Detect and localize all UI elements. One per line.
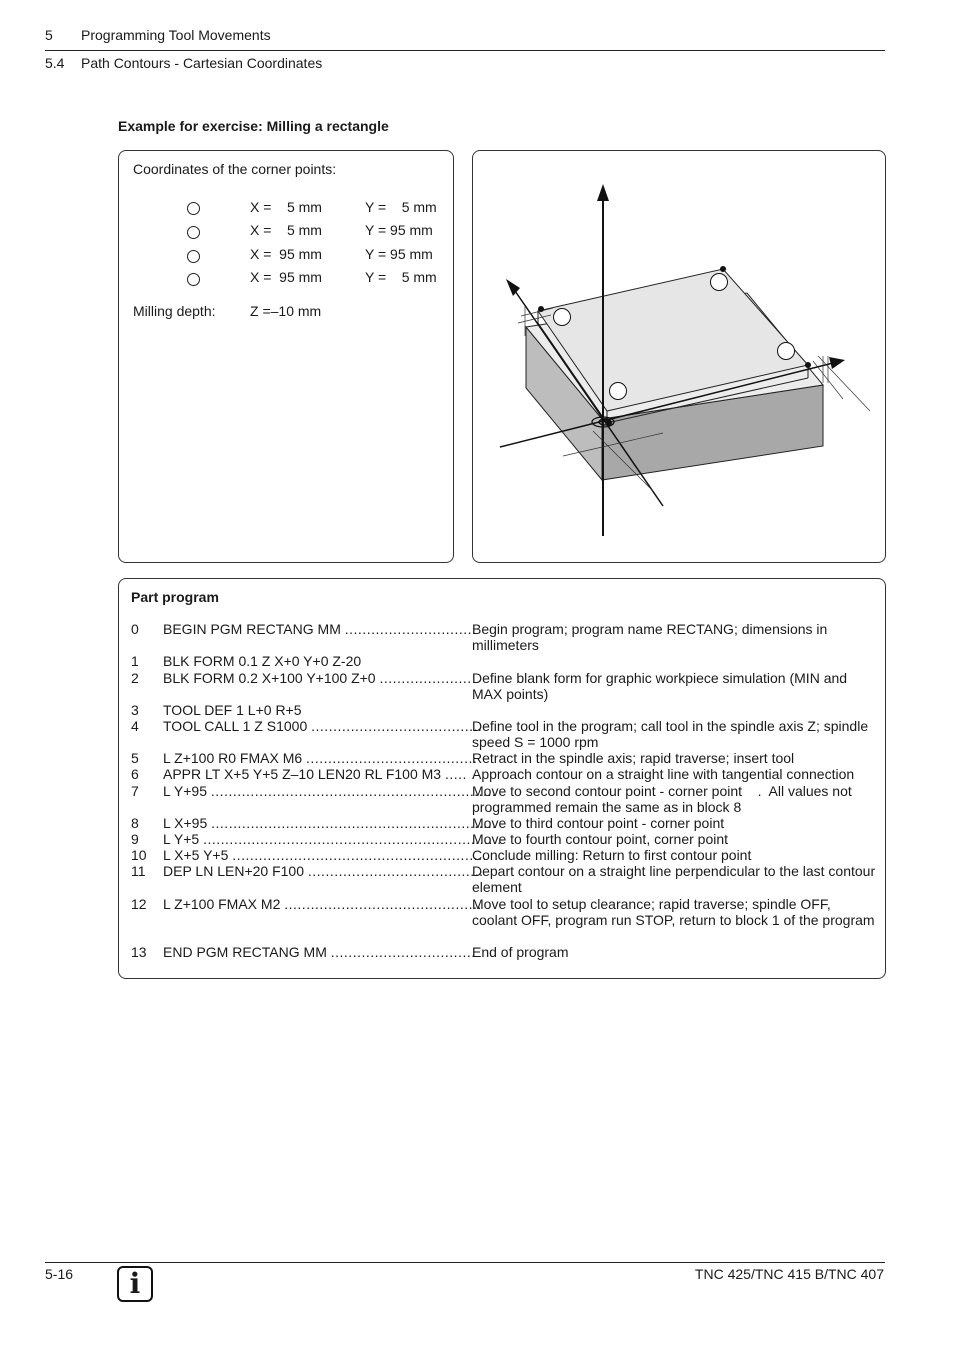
block-code: L Z+100 R0 FMAX M6 ....................................... (163, 750, 478, 766)
block-number: 9 (131, 831, 139, 847)
point-marker-2-icon (187, 226, 200, 239)
y-axis-arrow-icon (506, 279, 520, 296)
point-marker-1-icon (187, 202, 200, 215)
point-2-x: X = 5 mm (250, 222, 322, 238)
chapter-title: Programming Tool Movements (81, 27, 271, 43)
block-code: BLK FORM 0.2 X+100 Y+100 Z+0 ..................... (163, 670, 472, 686)
corner-marker-icon (711, 274, 728, 291)
workpiece-illustration (473, 151, 885, 562)
block-code: TOOL CALL 1 Z S1000 ....................................... (163, 718, 483, 734)
block-number: 13 (131, 944, 147, 960)
block-number: 2 (131, 670, 139, 686)
section-title: Path Contours - Cartesian Coordinates (81, 55, 323, 71)
x-axis-arrow-icon (829, 357, 845, 369)
milling-depth-value: Z =–10 mm (250, 303, 322, 319)
point-marker-4-icon (187, 273, 200, 286)
corner-marker-icon (778, 343, 795, 360)
example-title: Example for exercise: Milling a rectangle (118, 118, 389, 134)
block-code: L X+95 ................................................................. (163, 815, 497, 831)
corner-dot-icon (805, 362, 811, 368)
block-number: 5 (131, 750, 139, 766)
block-description: Move to second contour point - corner point . All values not programmed remain the same as in block 8 (472, 783, 856, 815)
point-1-y: Y = 5 mm (365, 199, 437, 215)
block-number: 4 (131, 718, 139, 734)
block-code: BEGIN PGM RECTANG MM .............................. (163, 621, 477, 637)
block-description: Conclude milling: Return to first contour point (472, 847, 752, 863)
block-number: 6 (131, 766, 139, 782)
block-code: BLK FORM 0.1 Z X+0 Y+0 Z-20 (163, 653, 362, 669)
block-code: APPR LT X+5 Y+5 Z–10 LEN20 RL F100 M3 ..... (163, 766, 467, 782)
block-code: END PGM RECTANG MM ................................. (163, 944, 476, 960)
block-description: Begin program; program name RECTANG; dimensions in millimeters (472, 621, 828, 653)
block-number: 7 (131, 783, 139, 799)
point-4-y: Y = 5 mm (365, 269, 437, 285)
coordinates-heading: Coordinates of the corner points: (133, 161, 337, 177)
block-number: 1 (131, 653, 139, 669)
block-code: DEP LN LEN+20 F100 ........................................ (163, 863, 484, 879)
block-code: L Y+95 ................................................................. (163, 783, 497, 799)
block-code: L Y+5 .................................................................... (163, 831, 502, 847)
footer-rule (45, 1262, 885, 1263)
point-3-y: Y = 95 mm (365, 246, 433, 262)
block-description: Move tool to setup clearance; rapid traverse; spindle OFF, coolant OFF, program run STOP, return to block 1 of the program (472, 896, 875, 928)
block-description: Move to third contour point - corner point (472, 815, 725, 831)
block-number: 3 (131, 702, 139, 718)
block-description: Retract in the spindle axis; rapid traverse; insert tool (472, 750, 795, 766)
block-description: Move to fourth contour point, corner point (472, 831, 729, 847)
block-number: 10 (131, 847, 147, 863)
point-4-x: X = 95 mm (250, 269, 322, 285)
point-marker-3-icon (187, 250, 200, 263)
section-number: 5.4 (45, 55, 65, 71)
corner-marker-icon (610, 383, 627, 400)
point-3-x: X = 95 mm (250, 246, 322, 262)
corner-dot-icon (720, 266, 726, 272)
block-description: End of program (472, 944, 569, 960)
header-rule (45, 50, 885, 51)
block-description: Define tool in the program; call tool in the spindle axis Z; spindle speed S = 1000 rpm (472, 718, 869, 750)
block-code: L Z+100 FMAX M2 ............................................. (163, 896, 482, 912)
block-number: 12 (131, 896, 147, 912)
block-description: Approach contour on a straight line with tangential connection (472, 766, 855, 782)
block-number: 0 (131, 621, 139, 637)
point-2-y: Y = 95 mm (365, 222, 433, 238)
point-1-x: X = 5 mm (250, 199, 322, 215)
coordinates-box (118, 150, 454, 563)
block-code: L X+5 Y+5 .......................................................... (163, 847, 487, 863)
part-program-title: Part program (131, 589, 219, 605)
milling-depth-label: Milling depth: (133, 303, 216, 319)
block-description: Define blank form for graphic workpiece simulation (MIN and MAX points) (472, 670, 848, 702)
chapter-number: 5 (45, 27, 53, 43)
model-name: TNC 425/TNC 415 B/TNC 407 (694, 1266, 884, 1282)
block-number: 11 (131, 863, 146, 879)
z-axis-arrow-icon (597, 184, 609, 201)
corner-dot-icon (538, 306, 544, 312)
corner-marker-icon (554, 309, 571, 326)
workpiece-illustration-box (472, 150, 886, 563)
info-icon: i (117, 1266, 153, 1302)
block-number: 8 (131, 815, 139, 831)
page-number: 5-16 (45, 1266, 74, 1282)
block-description: Depart contour on a straight line perpendicular to the last contour element (472, 863, 876, 895)
block-code: TOOL DEF 1 L+0 R+5 (163, 702, 302, 718)
